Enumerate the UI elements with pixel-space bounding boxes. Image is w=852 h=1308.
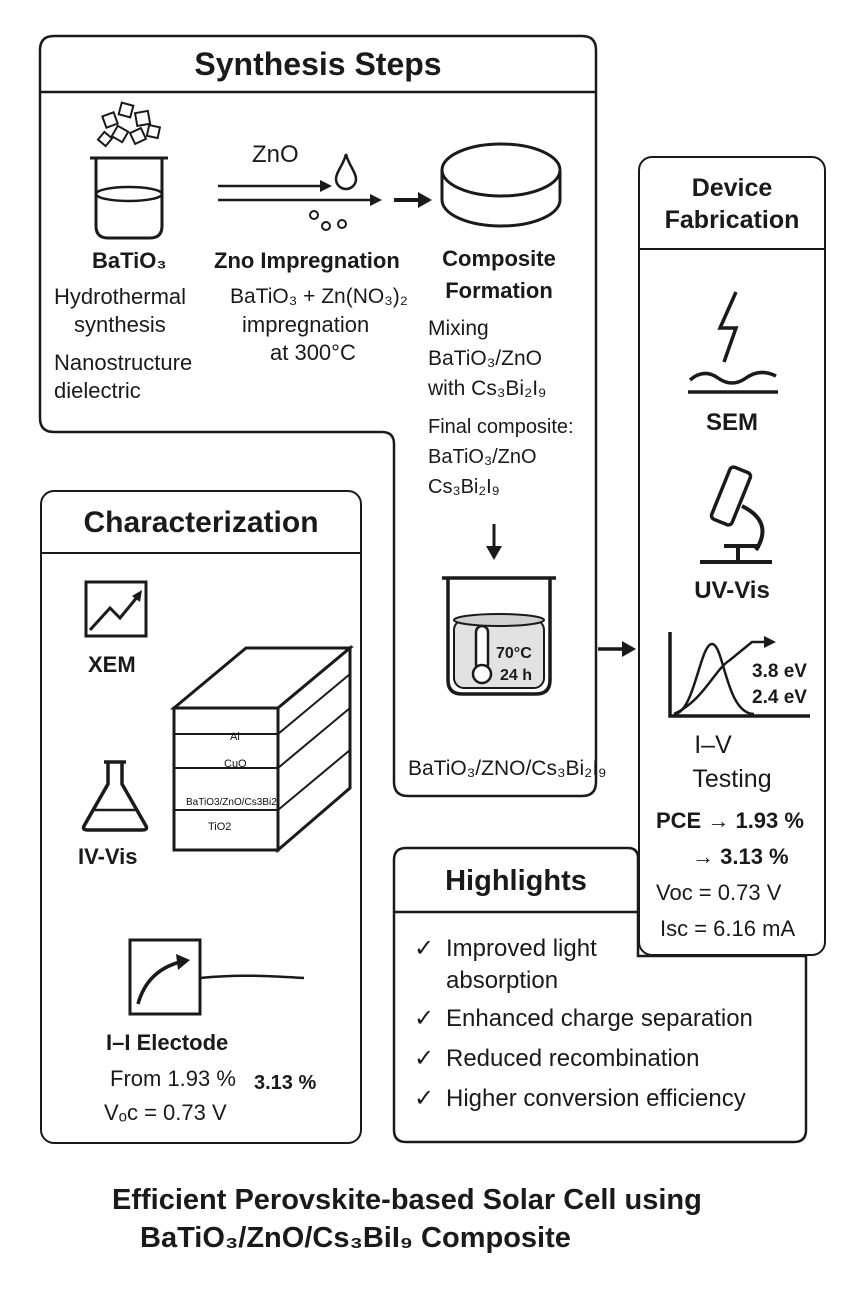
ivvis-label: IV-Vis: [78, 844, 138, 869]
check-icon: ✓: [414, 1005, 435, 1032]
characterization-title: Characterization: [83, 506, 319, 539]
iv-label-2: Testing: [692, 765, 772, 793]
pce-2: → 3.13 %: [692, 844, 789, 869]
zno-label: ZnO: [252, 141, 299, 168]
beaker-temp: 70°C: [496, 645, 532, 662]
beaker-time: 24 h: [500, 667, 533, 684]
highlight-1-line-1: Improved light: [446, 935, 597, 962]
check-icon: ✓: [414, 1045, 435, 1072]
batio3-line-4: dielectric: [54, 378, 141, 403]
highlights-title: Highlights: [445, 865, 587, 897]
impregnation-line-1: BaTiO₃ + Zn(NO₃)₂: [230, 285, 408, 308]
sem-label: SEM: [705, 409, 758, 436]
electrode-label: I–I Electode: [106, 1030, 229, 1055]
composite-line-4: Final composite:: [428, 416, 574, 438]
highlight-1-line-2: absorption: [446, 967, 559, 994]
composite-line-5: BaTiO₃/ZnO: [428, 446, 537, 468]
impregnation-title: Zno Impregnation: [214, 248, 400, 273]
highlight-2: Enhanced charge separation: [446, 1005, 753, 1032]
check-icon: ✓: [414, 1085, 435, 1112]
composite-line-6: Cs₃Bi₂I₉: [428, 476, 500, 498]
composite-title-1: Composite: [442, 246, 556, 271]
batio3-name: BaTiO₃: [92, 248, 167, 273]
bandgap-2: 2.4 eV: [752, 687, 807, 708]
pce-1: PCE → 1.93 %: [656, 808, 804, 833]
composite-line-3: with Cs₃Bi₂I₉: [428, 377, 547, 400]
highlight-3: Reduced recombination: [446, 1045, 700, 1072]
layer-tio2: TiO2: [208, 821, 232, 833]
from-text: From 1.93 %: [110, 1066, 236, 1091]
composite-line-2: BaTiO₃/ZnO: [428, 347, 542, 370]
batio3-line-2: synthesis: [74, 312, 166, 337]
check-icon: ✓: [414, 935, 435, 962]
composite-title-2: Formation: [445, 278, 553, 303]
device-title-2: Fabrication: [664, 206, 800, 234]
batio3-line-1: Hydrothermal: [54, 284, 187, 309]
device-isc: Isc = 6.16 mA: [660, 916, 796, 941]
synthesis-title: Synthesis Steps: [194, 46, 442, 82]
device-title-1: Device: [691, 174, 773, 202]
xem-label: XEM: [88, 652, 136, 677]
characterization-voc: Vₒc = 0.73 V: [104, 1100, 227, 1125]
layer-composite: BaTiO3/ZnO/Cs3Bi2: [186, 797, 277, 808]
batio3-line-3: Nanostructure: [54, 350, 193, 375]
impregnation-line-3: at 300°C: [270, 340, 356, 365]
iv-label-1: I–V: [694, 731, 732, 759]
device-voc: Voc = 0.73 V: [656, 880, 782, 905]
bandgap-1: 3.8 eV: [752, 661, 807, 682]
layer-cuo: CuO: [224, 758, 247, 770]
footer-title-2: BaTiO₃/ZnO/Cs₃BiI₉ Composite: [140, 1222, 571, 1254]
uvvis-label: UV-Vis: [694, 577, 770, 604]
to-text: 3.13 %: [254, 1072, 317, 1094]
composite-line-1: Mixing: [428, 317, 489, 340]
product-label: BaTiO₃/ZNO/Cs₃Bi₂I₉: [408, 757, 607, 780]
highlight-4: Higher conversion efficiency: [446, 1085, 746, 1112]
impregnation-line-2: impregnation: [242, 312, 370, 337]
footer-title-1: Efficient Perovskite-based Solar Cell using: [112, 1184, 702, 1216]
layer-al: Al: [230, 731, 240, 743]
